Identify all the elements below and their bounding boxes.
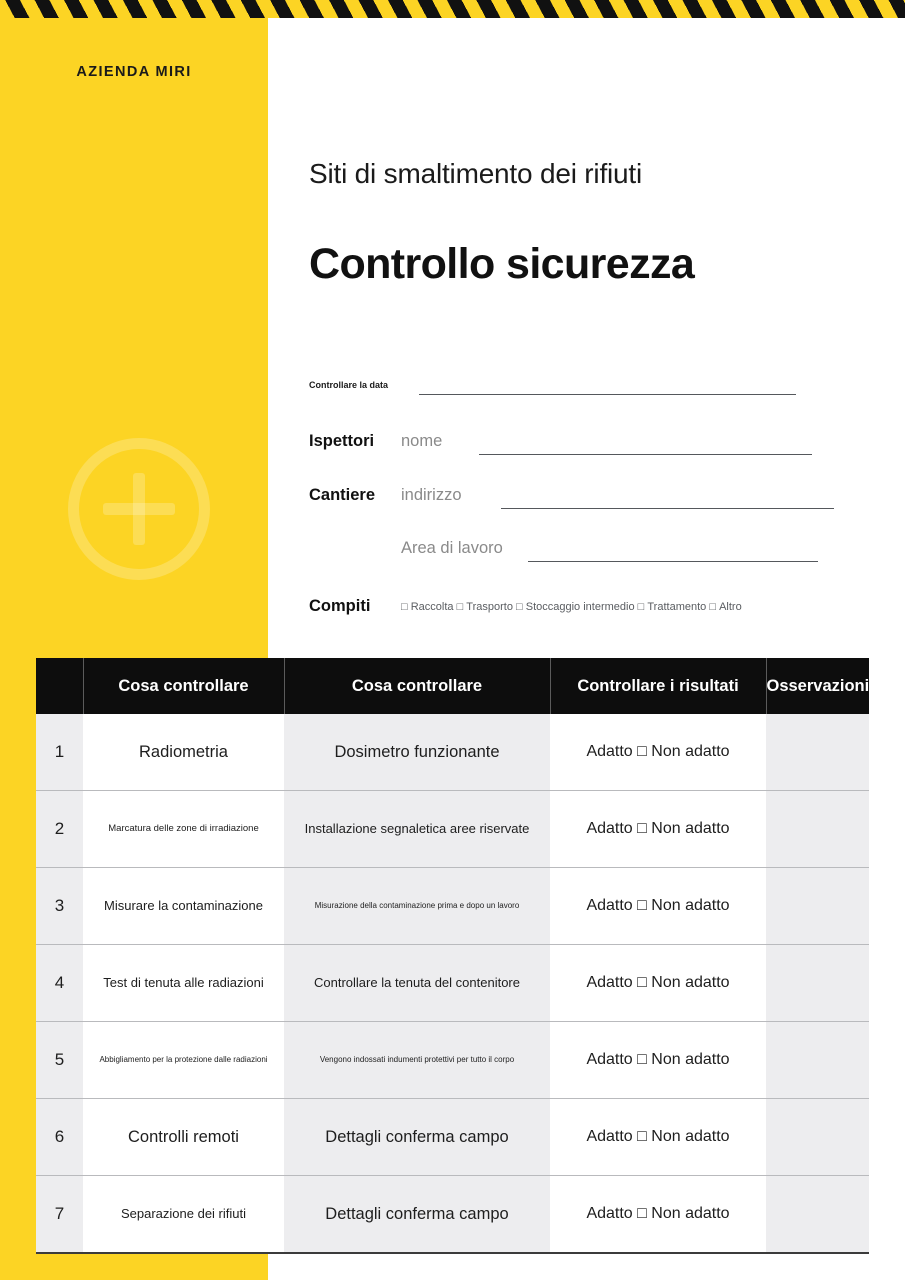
row-result (550, 1176, 766, 1254)
row-observations[interactable] (766, 1176, 869, 1254)
result-label-unfit: Non adatto (651, 1051, 730, 1068)
row-detail (284, 791, 550, 868)
row-detail (284, 1099, 550, 1176)
table-row (36, 945, 869, 1022)
row-detail-text: Dosimetro funzionante (334, 742, 500, 761)
result-label-fit: Adatto (586, 1051, 633, 1068)
site-label: Cantiere (309, 486, 376, 504)
work-area-input-line[interactable] (528, 561, 818, 562)
row-what-to-check-text: Misurare la contaminazione (104, 897, 263, 913)
table-row (36, 1099, 869, 1176)
table-row (36, 714, 869, 791)
row-detail (284, 1176, 550, 1254)
task-label-raccolta: Raccolta (410, 601, 454, 613)
task-checkbox-trattamento[interactable]: □ (637, 601, 645, 613)
checklist-table (36, 658, 869, 1254)
row-result (550, 868, 766, 945)
row-observations[interactable] (766, 1022, 869, 1099)
row-detail-text: Misurazione della contaminazione prima e dopo un lavoro (314, 901, 520, 910)
task-label-altro: Altro (719, 601, 742, 613)
result-checkbox[interactable]: □ (637, 743, 647, 760)
result-label-unfit: Non adatto (651, 743, 730, 760)
task-checkbox-raccolta[interactable]: □ (401, 601, 408, 613)
result-label-unfit: Non adatto (651, 897, 730, 914)
row-observations[interactable] (766, 868, 869, 945)
row-what-to-check (83, 868, 284, 945)
row-result (550, 791, 766, 868)
row-detail-text: Dettagli conferma campo (325, 1204, 509, 1223)
table-row (36, 868, 869, 945)
page-subtitle: Siti di smaltimento dei rifiuti (309, 158, 643, 189)
row-result (550, 945, 766, 1022)
row-what-to-check-text: Abbigliamento per la protezione dalle radiazioni (99, 1055, 268, 1064)
row-observations[interactable] (766, 714, 869, 791)
result-label-unfit: Non adatto (651, 820, 730, 837)
result-checkbox[interactable]: □ (637, 820, 647, 837)
row-number: 3 (36, 868, 83, 945)
plus-circle-icon (68, 438, 210, 580)
row-detail-text: Installazione segnaletica aree riservate (304, 820, 530, 836)
inspectors-label: Ispettori (309, 432, 375, 450)
row-detail-text: Controllare la tenuta del contenitore (314, 974, 520, 990)
plus-vertical-bar (133, 473, 145, 545)
row-what-to-check-text: Separazione dei rifiuti (120, 1205, 247, 1221)
row-detail (284, 714, 550, 791)
table-row (36, 1176, 869, 1254)
row-number: 2 (36, 791, 83, 868)
result-label-fit: Adatto (586, 743, 633, 760)
task-label-trattamento: Trattamento (647, 601, 707, 613)
row-number: 1 (36, 714, 83, 791)
header-what-to-check: Cosa controllare (83, 658, 284, 714)
row-result-options (550, 1128, 766, 1146)
task-label-stoccaggio: Stoccaggio intermedio (525, 601, 635, 613)
row-number: 6 (36, 1099, 83, 1176)
row-result-options (550, 897, 766, 915)
row-observations[interactable] (766, 791, 869, 868)
result-label-unfit: Non adatto (651, 1128, 730, 1145)
row-result (550, 1022, 766, 1099)
result-checkbox[interactable]: □ (637, 897, 647, 914)
tasks-options (401, 601, 742, 613)
result-label-fit: Adatto (586, 897, 633, 914)
table-body (36, 714, 869, 1253)
row-what-to-check (83, 945, 284, 1022)
table-header-row (36, 658, 869, 714)
table-row (36, 791, 869, 868)
header-number (36, 658, 83, 714)
row-what-to-check (83, 791, 284, 868)
row-result (550, 714, 766, 791)
result-checkbox[interactable]: □ (637, 1051, 647, 1068)
table-head (36, 658, 869, 714)
row-result-options (550, 743, 766, 761)
row-number: 4 (36, 945, 83, 1022)
task-label-trasporto: Trasporto (466, 601, 513, 613)
row-what-to-check (83, 1022, 284, 1099)
header-observations: Osservazioni (766, 658, 869, 714)
result-label-unfit: Non adatto (651, 974, 730, 991)
date-input-line[interactable] (419, 394, 796, 395)
task-checkbox-stoccaggio[interactable]: □ (516, 601, 523, 613)
row-result-options (550, 820, 766, 838)
row-result-options (550, 974, 766, 992)
row-what-to-check (83, 1099, 284, 1176)
site-input-line[interactable] (501, 508, 834, 509)
result-label-fit: Adatto (586, 820, 633, 837)
row-what-to-check (83, 1176, 284, 1254)
row-what-to-check-text: Test di tenuta alle radiazioni (103, 974, 264, 990)
result-label-fit: Adatto (586, 1128, 633, 1145)
header-what-to-check-2: Cosa controllare (284, 658, 550, 714)
row-what-to-check (83, 714, 284, 791)
date-label: Controllare la data (309, 380, 389, 390)
header-check-results: Controllare i risultati (550, 658, 766, 714)
brand-name: AZIENDA MIRI (76, 64, 192, 80)
row-number: 7 (36, 1176, 83, 1254)
result-label-fit: Adatto (586, 974, 633, 991)
row-what-to-check-text: Controlli remoti (128, 1127, 239, 1146)
page-title: Controllo sicurezza (309, 240, 695, 288)
tasks-label: Compiti (309, 597, 371, 615)
row-detail-text: Dettagli conferma campo (325, 1127, 509, 1146)
result-label-fit: Adatto (586, 1205, 633, 1222)
table-row (36, 1022, 869, 1099)
site-address-placeholder: indirizzo (401, 486, 462, 504)
result-checkbox[interactable]: □ (637, 1205, 647, 1222)
row-what-to-check-text: Radiometria (139, 742, 228, 761)
row-observations[interactable] (766, 945, 869, 1022)
row-result-options (550, 1205, 766, 1223)
result-checkbox[interactable]: □ (637, 1128, 647, 1145)
row-result-options (550, 1051, 766, 1069)
row-detail (284, 945, 550, 1022)
row-what-to-check-text: Marcatura delle zone di irradiazione (108, 823, 259, 835)
result-label-unfit: Non adatto (651, 1205, 730, 1222)
work-area-placeholder: Area di lavoro (401, 539, 503, 557)
row-detail (284, 868, 550, 945)
row-observations[interactable] (766, 1099, 869, 1176)
task-checkbox-altro[interactable]: □ (709, 601, 716, 613)
row-detail-text: Vengono indossati indumenti protettivi per tutto il corpo (319, 1055, 515, 1064)
row-detail (284, 1022, 550, 1099)
inspectors-name-placeholder: nome (401, 432, 443, 450)
task-checkbox-trasporto[interactable]: □ (456, 601, 464, 613)
result-checkbox[interactable]: □ (637, 974, 647, 991)
row-number: 5 (36, 1022, 83, 1099)
inspectors-input-line[interactable] (479, 454, 812, 455)
row-result (550, 1099, 766, 1176)
